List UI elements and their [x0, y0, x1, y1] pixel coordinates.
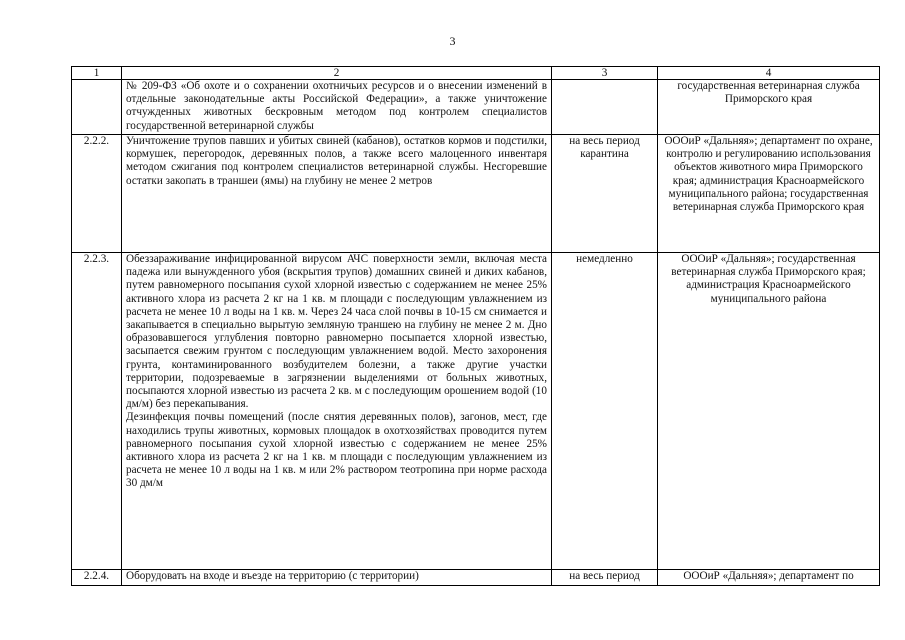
- page-number: 3: [449, 34, 456, 48]
- measure-description: [122, 253, 552, 570]
- responsible-party: государственная ветеринарная служба Приморского края: [658, 80, 880, 135]
- measure-description: [122, 570, 552, 586]
- description-paragraph: Дезинфекция почвы помещений (после снятия деревянных полов), загонов, мест, где находились трупы животных, кормовых площадок в охотхозяйствах проводится путем равномерного посыпания сухой хлорной известью с содержанием не менее 25% активного хлора из расчета 2 кг на 1 кв. м площади с последующим увлажнением из расчета не менее 10 л воды на 1 кв. м или 2% раствором теотропина при норме расхода 30 дм/м: [126, 411, 547, 490]
- responsible-party: ОООиР «Дальняя»; департамент по: [658, 570, 880, 586]
- header-row: [72, 67, 880, 80]
- table-row: [72, 80, 880, 135]
- description-paragraph: Обеззараживание инфицированной вирусом АЧС поверхности земли, включая места падежа или вынужденного убоя (вскрытия трупов) домашних свиней и диких кабанов, путем равномерного посыпания сухой хлорной известью с содержанием не менее 25% активного хлора из расчета 2 кг на 1 кв. м площади с последующим увлажнением из расчета не менее 10 л воды на 1 кв. м. Через 24 часа слой почвы в 10-15 см снимается и закапывается в специально вырытую земляную траншею на глубину не менее 2 м. Дно образовавшегося углубления повторно равномерно посыпается хлорной известью, засыпается свежим грунтом с последующим увлажнением водой. Место захоронения грунта, контаминированного возбудителем болезни, а также другие участки территории, подозреваемые в загрязнении выделениями от больных животных, посыпаются хлорной известью из расчета 2 кв. м с последующим орошением водой (10 дм/м) без перекапывания.: [126, 253, 547, 411]
- table-row: [72, 570, 880, 586]
- description-paragraph: Оборудовать на входе и въезде на территорию (с территории): [126, 570, 419, 582]
- measure-description: [122, 80, 552, 135]
- description-paragraph: № 209-ФЗ «Об охоте и о сохранении охотничьих ресурсов и о внесении изменений в отдельные законодательные акты Российской Федерации», а также уничтожение отчужденных животных бескровным методом под контролем специалистов государственной ветеринарной службы: [126, 80, 547, 132]
- deadline: [552, 80, 658, 135]
- item-number: 2.2.3.: [72, 253, 122, 570]
- table-row: [72, 253, 880, 570]
- measure-description: [122, 135, 552, 253]
- deadline: на весь период карантина: [552, 135, 658, 253]
- deadline: немедленно: [552, 253, 658, 570]
- responsible-party: ОООиР «Дальняя»; государственная ветеринарная служба Приморского края; администрация Красноармейского муниципального района: [658, 253, 880, 570]
- item-number: 2.2.2.: [72, 135, 122, 253]
- header-col-1: 1: [72, 67, 122, 80]
- description-paragraph: Уничтожение трупов павших и убитых свиней (кабанов), остатков кормов и подстилки, кормушек, перегородок, деревянных полов, а также всего малоценного инвентаря методом сжигания под контролем специалистов ветеринарной службы. Несгоревшие остатки закопать в траншеи (ямы) на глубину не менее 2 метров: [126, 135, 547, 187]
- deadline: на весь период: [552, 570, 658, 586]
- header-col-2: 2: [122, 67, 552, 80]
- header-col-3: 3: [552, 67, 658, 80]
- item-number: [72, 80, 122, 135]
- measures-table: [71, 66, 880, 586]
- item-number: 2.2.4.: [72, 570, 122, 586]
- table-row: [72, 135, 880, 253]
- header-col-4: 4: [658, 67, 880, 80]
- responsible-party: ОООиР «Дальняя»; департамент по охране, контролю и регулированию использования объектов животного мира Приморского края; администрация Красноармейского муниципального района; государственная ветеринарная служба Приморского края: [658, 135, 880, 253]
